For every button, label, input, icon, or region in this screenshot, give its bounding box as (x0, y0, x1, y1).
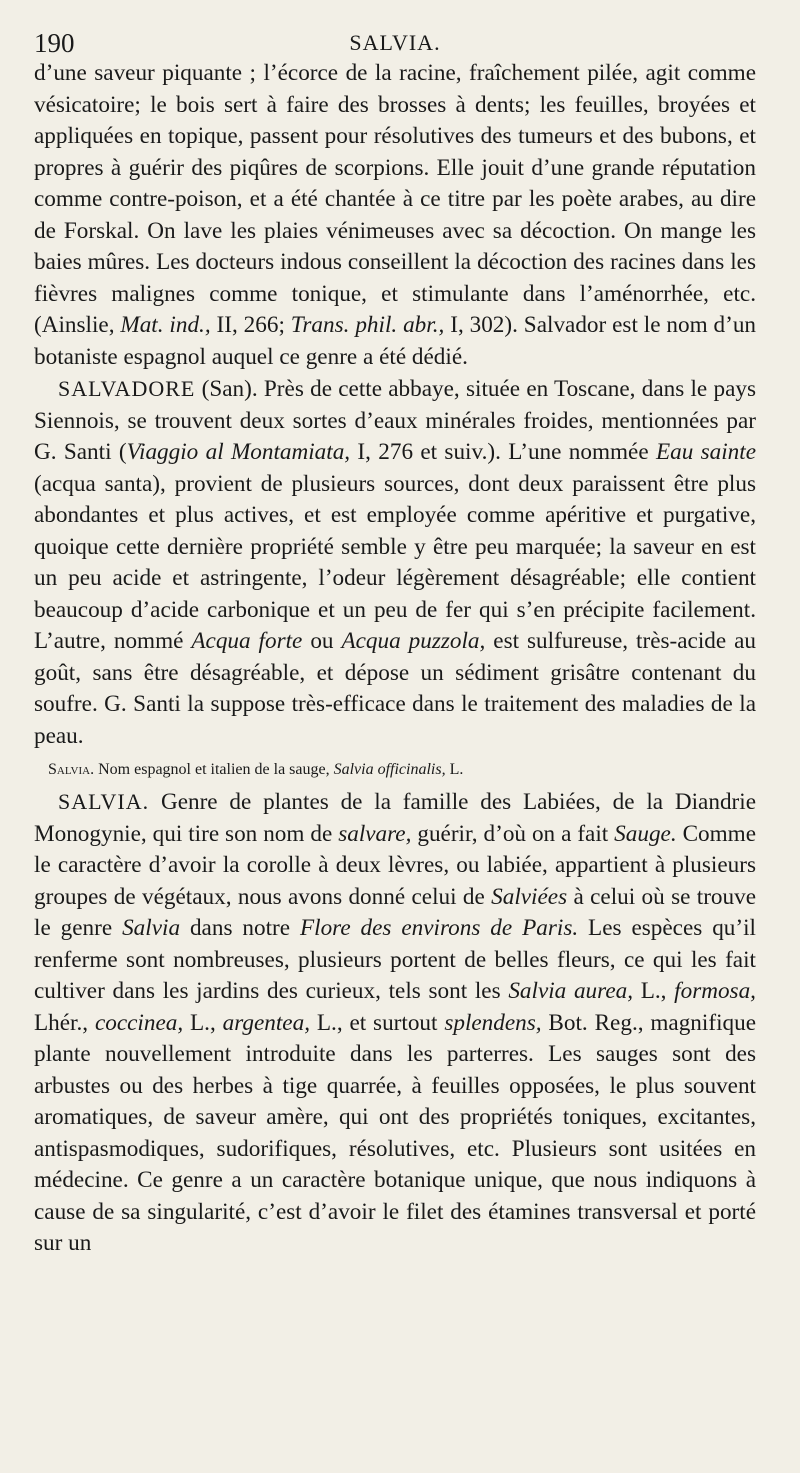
headword: SALVIA. (58, 789, 150, 814)
text-run: I, 302). Salvador est le nom d’un botaniste espagnol auquel ce genre a été dédié. (34, 312, 757, 370)
italic-run: Sauge. (614, 820, 677, 847)
italic-run: salvare, (338, 820, 412, 847)
text-run: est sulfureuse, très-acide au goût, sans être désagréable, et dépose un sédiment grisâtre contenant du soufre. G. Santi la suppose très-efficace dans le traitement des maladies de la peau. (34, 628, 757, 749)
text-run: I, 276 et suiv.). L’une nommée (350, 439, 656, 465)
text-run: d’une saveur piquante ; l’écorce de la racine, fraîchement pilée, agit comme vésicatoire; le bois sert à faire des brosses à dents; les feuilles, broyées et appliquées en topique, passent pour résolutives des tumeurs et des bubons, et propres à guérir des piqûres de scorpions. Elle jouit d’une grande réputation comme contre-poison, et a été chantée à ce titre par les poète arabes, au dire de Forskal. On lave les plaies vénimeuses avec sa décoction. On mange les baies mûres. Les docteurs indous conseillent la décoction des racines dans les fièvres malignes comme tonique, et stimulante dans l’aménorrhée, etc. (Ainslie, (34, 60, 756, 338)
text-run: II, 266; (210, 312, 291, 338)
headword: SALVADORE (58, 376, 196, 401)
italic-run: splendens, (444, 1009, 542, 1036)
italic-run: Flore des environs de Paris. (299, 915, 579, 941)
text-run: ou (302, 628, 342, 654)
entry-salvia (34, 786, 756, 1260)
text-run: L. (445, 761, 464, 778)
text-run: L., et surtout (310, 1009, 445, 1036)
italic-run: Trans. phil. abr., (290, 312, 445, 338)
italic-run: formosa, (674, 978, 756, 1004)
italic-run: Salviées (491, 883, 568, 910)
text-run: Lhér., (34, 1009, 95, 1036)
text-run: (San). Près de cette abbaye, située en Toscane, dans le pays Siennois, se trouvent deux sortes d’eaux minérales froides, mentionnées par G. Santi ( (34, 376, 756, 465)
text-run: Nom espagnol et italien de la sauge, (94, 761, 334, 778)
italic-run: Salvia aurea, (508, 978, 633, 1004)
italic-run: Salvia officinalis, (333, 761, 446, 778)
text-run: (acqua santa), provient de plusieurs sources, dont deux paraissent être plus abondantes et plus actives, et est employée comme apéritive et purgative, quoique cette dernière propriété semble y être peu marquée; la saveur en est un peu acide et astringente, l’odeur légèrement désagréable; elle contient beaucoup d’acide carbonique et un peu de fer qui s’en précipite facilement. L’autre, nommé (34, 470, 756, 654)
continuation-paragraph (34, 58, 756, 373)
text-run: Les espèces qu’il renferme sont nombreuses, plusieurs portent de belles fleurs, ce qui les fait cultiver dans les jardins des curieux, tels sont les (34, 915, 756, 1004)
small-caps-term: Salvia. (48, 761, 95, 778)
italic-run: Viaggio al Montamiata, (126, 439, 351, 465)
text-run: Comme le caractère d’avoir la corolle à deux lèvres, ou labiée, appartient à plusieurs groupes de végétaux, nous avons donné celui de (34, 820, 756, 910)
page-number: 190 (34, 28, 75, 58)
text-run: dans notre (180, 915, 300, 941)
text-run: L., (183, 1009, 223, 1036)
text-run: à celui où se trouve le genre (34, 883, 756, 941)
entry-salvadore (34, 373, 756, 752)
running-head: SALVIA. (349, 30, 441, 55)
text-run: guérir, d’où on a fait (411, 820, 615, 847)
text-run: L., (633, 978, 675, 1004)
body-text (34, 58, 756, 1260)
italic-run: Acqua forte (191, 628, 303, 654)
page-header (34, 28, 756, 58)
italic-run: coccinea, (94, 1009, 184, 1036)
entry-note-salvia (34, 758, 756, 782)
italic-run: Acqua puzzola, (341, 628, 486, 654)
italic-run: Eau sainte (655, 439, 756, 465)
text-run: Bot. Reg., magnifique plante nouvellement introduite dans les parterres. Les sauges sont des arbustes ou des herbes à tige quarrée, à feuilles opposées, le plus souvent aromatiques, de saveur amère, qui ont des propriétés toniques, excitantes, antispasmodiques, sudorifiques, résolutives, etc. Plusieurs sont usitées en médecine. Ce genre a un caractère botanique unique, que nous indiquons à cause de sa singularité, c’est d’avoir le filet des étamines transversal et porté sur un (34, 1009, 756, 1256)
text-run: Genre de plantes de la famille des Labiées, de la Diandrie Monogynie, qui tire son nom de (34, 789, 756, 847)
italic-run: Salvia (122, 915, 181, 941)
italic-run: Mat. ind., (120, 312, 211, 338)
italic-run: argentea, (222, 1009, 310, 1036)
